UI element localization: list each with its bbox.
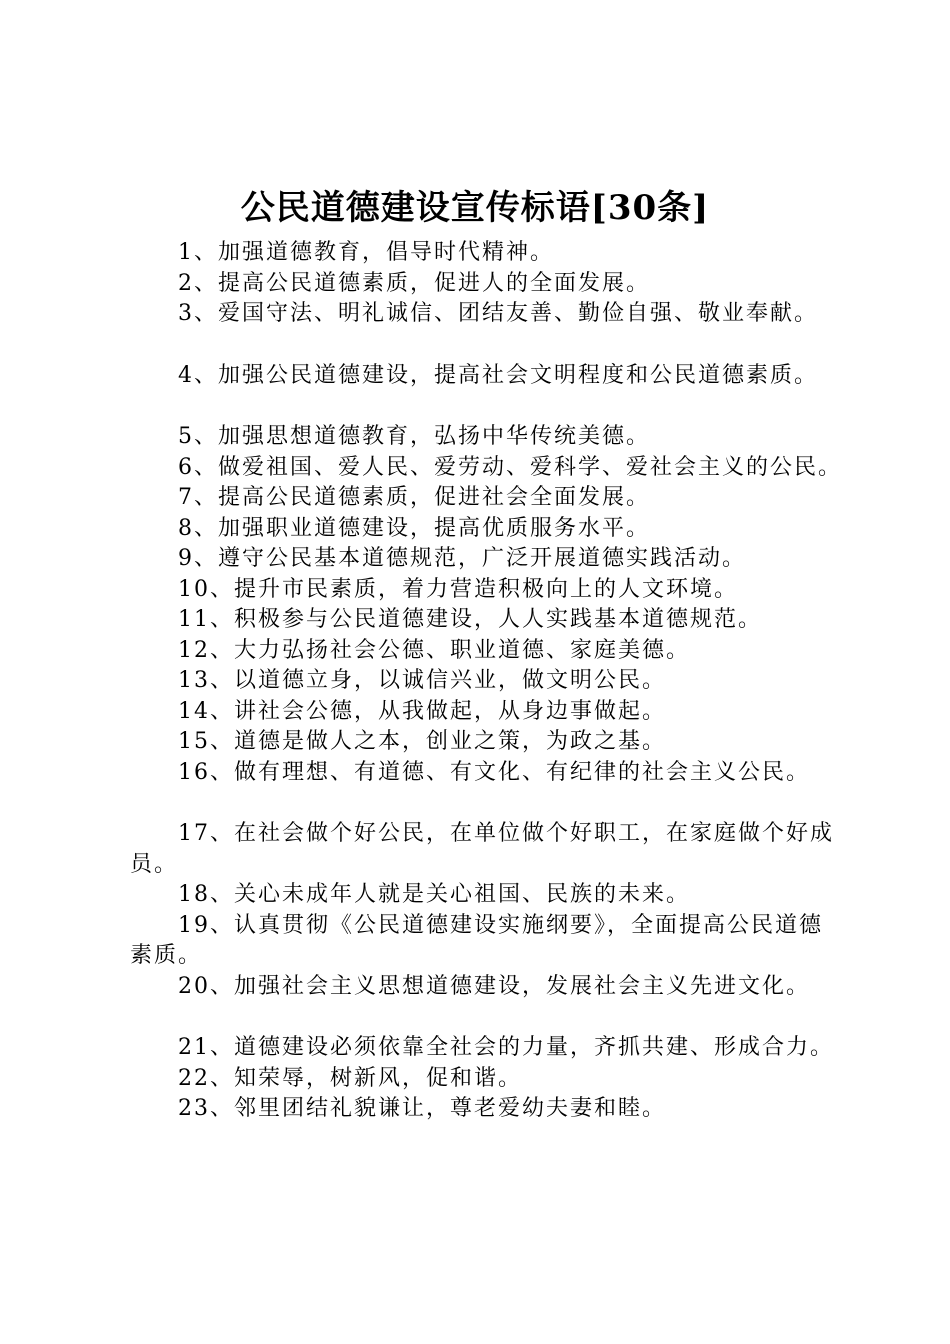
slogan-item-9: 9、遵守公民基本道德规范，广泛开展道德实践活动。 [178,546,746,571]
slogan-item-6: 6、做爱祖国、爱人民、爱劳动、爱科学、爱社会主义的公民。 [178,454,842,480]
slogan-item-11: 11、积极参与公民道德建设，人人实践基本道德规范。 [178,607,762,632]
slogan-item-5: 5、加强思想道德教育，弘扬中华传统美德。 [178,424,650,449]
slogan-item-21: 21、道德建设必须依靠全社会的力量，齐抓共建、形成合力。 [178,1035,834,1060]
slogan-item-13: 13、以道德立身，以诚信兴业，做文明公民。 [178,668,666,693]
slogan-item-4: 4、加强公民道德建设，提高社会文明程度和公民道德素质。 [178,362,818,388]
slogan-item-10: 10、提升市民素质，着力营造积极向上的人文环境。 [178,576,738,602]
slogan-list [130,238,845,1125]
slogan-item-19: 19、认真贯彻《公民道德建设实施纲要》，全面提高公民道德素质。 [130,912,823,968]
slogan-item-17: 17、在社会做个好公民，在单位做个好职工，在家庭做个好成员。 [130,821,834,877]
slogan-item-20: 20、加强社会主义思想道德建设，发展社会主义先进文化。 [178,973,810,999]
slogan-item-22: 22、知荣辱，树新风，促和谐。 [178,1065,522,1091]
slogan-item-23: 23、邻里团结礼貌谦让，尊老爱幼夫妻和睦。 [178,1096,666,1121]
slogan-item-7: 7、提高公民道德素质，促进社会全面发展。 [178,485,650,510]
slogan-item-1: 1、加强道德教育，倡导时代精神。 [178,240,554,265]
slogan-item-18: 18、关心未成年人就是关心祖国、民族的未来。 [178,882,690,907]
slogan-item-15: 15、道德是做人之本，创业之策，为政之基。 [178,729,666,754]
document-title: 公民道德建设宣传标语[30条] [240,188,710,228]
slogan-item-2: 2、提高公民道德素质，促进人的全面发展。 [178,270,650,296]
slogan-item-8: 8、加强职业道德建设，提高优质服务水平。 [178,515,650,541]
slogan-item-12: 12、大力弘扬社会公德、职业道德、家庭美德。 [178,637,690,663]
slogan-item-3: 3、爱国守法、明礼诚信、团结友善、勤俭自强、敬业奉献。 [178,301,818,326]
slogan-item-16: 16、做有理想、有道德、有文化、有纪律的社会主义公民。 [178,759,810,785]
slogan-item-14: 14、讲社会公德，从我做起，从身边事做起。 [178,698,666,724]
